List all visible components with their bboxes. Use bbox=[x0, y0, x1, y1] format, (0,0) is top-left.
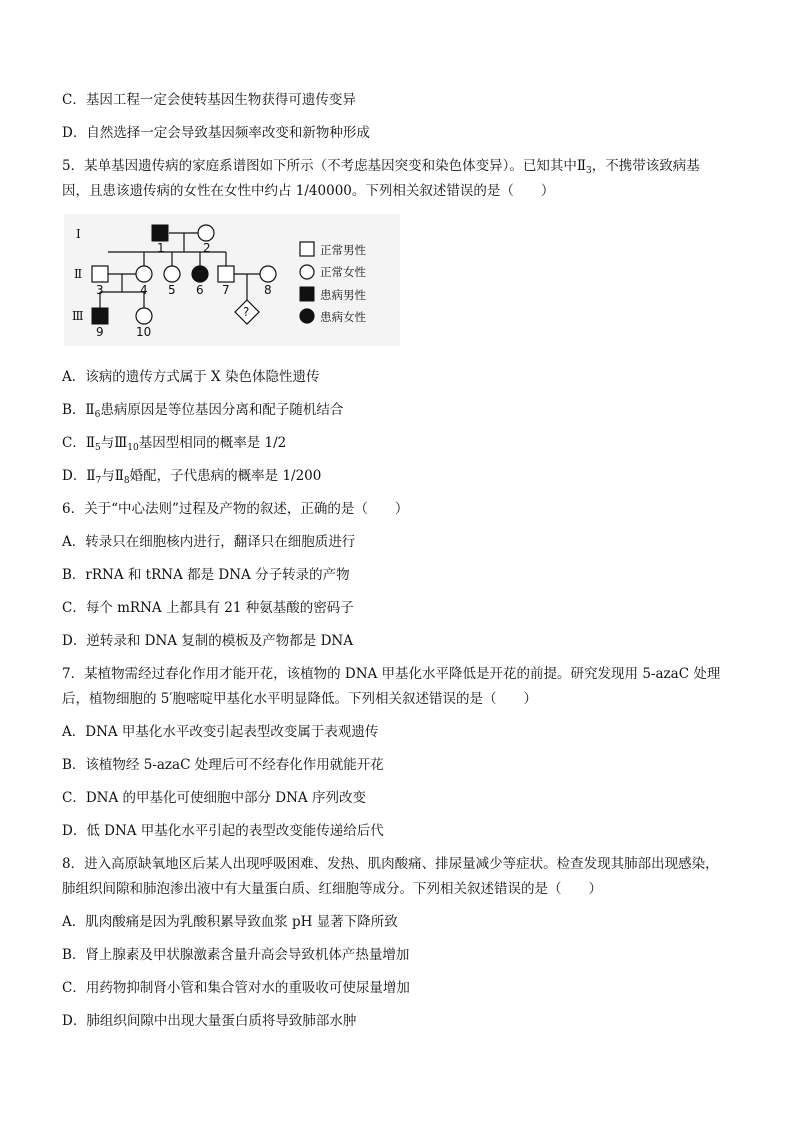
legend-symbol-normal-male bbox=[300, 242, 314, 256]
q5-option-c-sub2: 10 bbox=[127, 443, 139, 453]
q8-option-d: D．肺组织间隙中出现大量蛋白质将导致肺部水肿 bbox=[62, 1013, 357, 1029]
q5-option-d-sub2: 8 bbox=[123, 476, 130, 486]
individual-ii3-normal-male bbox=[92, 266, 108, 282]
q5-option-d-mid: 与Ⅱ bbox=[101, 468, 124, 484]
q6-option-a: A．转录只在细胞核内进行，翻译只在细胞质进行 bbox=[62, 534, 356, 550]
q5-option-d-prefix: D．Ⅱ bbox=[62, 468, 96, 484]
q5-stem-line1 bbox=[62, 157, 754, 175]
q5-option-c-mid: 与Ⅲ bbox=[100, 435, 128, 451]
num-3: 3 bbox=[96, 283, 104, 297]
num-1: 1 bbox=[157, 241, 165, 255]
num-10: 10 bbox=[136, 325, 152, 339]
q5-option-d-text: 婚配，子代患病的概率是 1/200 bbox=[129, 468, 322, 484]
gen-label-iii: Ⅲ bbox=[72, 309, 84, 323]
q4-option-d: D．自然选择一定会导致基因频率改变和新物种形成 bbox=[62, 125, 370, 141]
unknown-label: ? bbox=[243, 305, 250, 319]
q5-option-d-sub1: 7 bbox=[95, 476, 102, 486]
individual-iii9-affected-male bbox=[92, 308, 108, 324]
individual-iii10-normal-female bbox=[136, 308, 152, 324]
q4-option-c: C．基因工程一定会使转基因生物获得可遗传变异 bbox=[62, 92, 356, 108]
q5-option-b-prefix: B．Ⅱ bbox=[62, 402, 95, 418]
num-9: 9 bbox=[96, 325, 104, 339]
q5-option-c bbox=[62, 434, 754, 452]
individual-ii7-normal-male bbox=[218, 266, 234, 282]
pedigree-svg bbox=[64, 214, 400, 346]
individual-ii8-normal-female bbox=[260, 266, 276, 282]
pedigree-chart bbox=[64, 214, 400, 346]
q5-stem-line2: 因，且患该遗传病的女性在女性中约占 1/40000。下列相关叙述错误的是（ ） bbox=[62, 183, 555, 199]
individual-ii4-normal-female bbox=[136, 266, 152, 282]
num-4: 4 bbox=[140, 283, 148, 297]
q7-stem-line2: 后，植物细胞的 5′胞嘧啶甲基化水平明显降低。下列相关叙述错误的是（ ） bbox=[62, 691, 537, 707]
individual-i2-normal-female bbox=[198, 225, 214, 241]
q5-option-b-text: 患病原因是等位基因分离和配子随机结合 bbox=[100, 402, 344, 418]
num-8: 8 bbox=[264, 283, 272, 297]
q6-option-c: C．每个 mRNA 上都具有 21 种氨基酸的密码子 bbox=[62, 600, 354, 616]
gen-label-i: Ⅰ bbox=[76, 227, 81, 241]
q5-option-b bbox=[62, 401, 754, 419]
q7-option-b: B．该植物经 5-azaC 处理后可不经春化作用就能开花 bbox=[62, 757, 384, 773]
q5-option-c-text: 基因型相同的概率是 1/2 bbox=[138, 435, 287, 451]
num-2: 2 bbox=[203, 241, 211, 255]
legend-normal-male: 正常男性 bbox=[320, 243, 366, 257]
q5-option-b-sub: 6 bbox=[94, 410, 101, 420]
q6-stem: 6．关于“中心法则”过程及产物的叙述，正确的是（ ） bbox=[62, 501, 409, 517]
individual-i1-affected-male bbox=[152, 225, 168, 241]
individual-ii5-normal-female bbox=[164, 266, 180, 282]
q5-option-d bbox=[62, 467, 754, 485]
q8-stem-line1: 8．进入高原缺氧地区后某人出现呼吸困难、发热、肌肉酸痛、排尿量减少等症状。检查发现其肺部出现感染， bbox=[62, 856, 719, 872]
legend-affected-male: 患病男性 bbox=[320, 288, 366, 302]
q8-option-a: A．肌肉酸痛是因为乳酸积累导致血浆 pH 显著下降所致 bbox=[62, 914, 398, 930]
q5-option-c-sub1: 5 bbox=[95, 443, 101, 453]
individual-ii6-affected-female bbox=[192, 266, 208, 282]
num-6: 6 bbox=[196, 283, 204, 297]
gen-label-ii: Ⅱ bbox=[74, 267, 83, 281]
q7-option-d: D．低 DNA 甲基化水平引起的表型改变能传递给后代 bbox=[62, 823, 384, 839]
q5-stem-sub: 3 bbox=[586, 166, 592, 176]
legend-symbol-normal-female bbox=[300, 265, 314, 279]
legend-symbol-affected-female bbox=[300, 309, 314, 323]
q5-option-c-prefix: C．Ⅱ bbox=[62, 435, 96, 451]
q7-option-a: A．DNA 甲基化水平改变引起表型改变属于表观遗传 bbox=[62, 724, 379, 740]
q7-option-c: C．DNA 的甲基化可使细胞中部分 DNA 序列改变 bbox=[62, 790, 366, 806]
q8-stem-line2: 肺组织间隙和肺泡渗出液中有大量蛋白质、红细胞等成分。下列相关叙述错误的是（ ） bbox=[62, 881, 602, 897]
num-7: 7 bbox=[222, 283, 230, 297]
legend-affected-female: 患病女性 bbox=[320, 310, 366, 324]
legend-normal-female: 正常女性 bbox=[320, 265, 366, 279]
q5-option-a: A．该病的遗传方式属于 X 染色体隐性遗传 bbox=[62, 369, 320, 385]
q5-stem-text-end: ，不携带该致病基 bbox=[591, 158, 700, 174]
q6-option-b: B．rRNA 和 tRNA 都是 DNA 分子转录的产物 bbox=[62, 567, 350, 583]
q8-option-b: B．肾上腺素及甲状腺激素含量升高会导致机体产热量增加 bbox=[62, 947, 410, 963]
legend-symbol-affected-male bbox=[300, 287, 314, 301]
q7-stem-line1: 7．某植物需经过春化作用才能开花，该植物的 DNA 甲基化水平降低是开花的前提。研究发现用 5-azaC 处理 bbox=[62, 666, 721, 682]
q8-option-c: C．用药物抑制肾小管和集合管对水的重吸收可使尿量增加 bbox=[62, 980, 410, 996]
num-5: 5 bbox=[168, 283, 176, 297]
q5-stem-text: 5．某单基因遗传病的家庭系谱图如下所示（不考虑基因突变和染色体变异）。已知其中Ⅱ bbox=[62, 158, 587, 174]
q6-option-d: D．逆转录和 DNA 复制的模板及产物都是 DNA bbox=[62, 633, 353, 649]
